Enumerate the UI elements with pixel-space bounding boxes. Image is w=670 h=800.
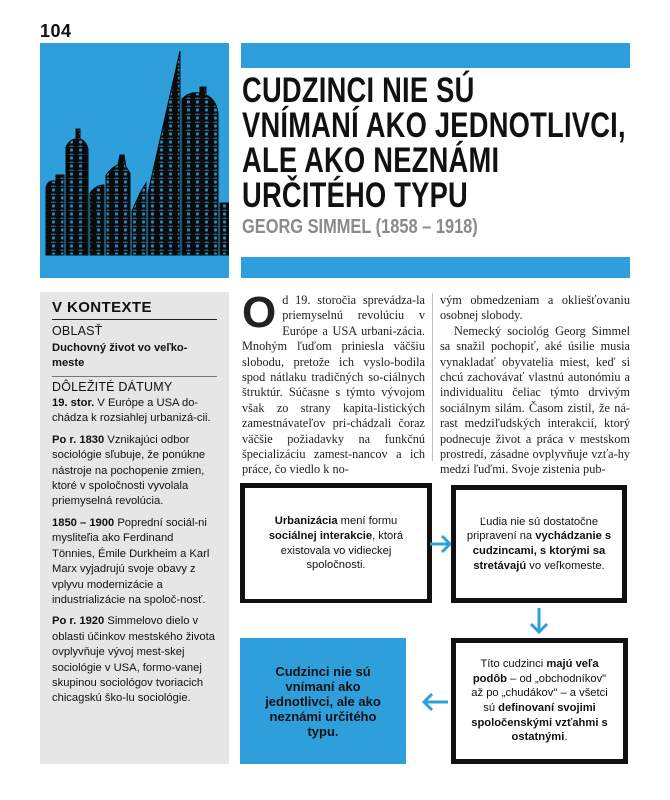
flowchart-box-conclusion — [240, 638, 406, 764]
article-paragraph: d 19. storočia sprevádza-la priemyselnú revolúciu v Európe a USA urbani-zácia. Mnohým ľuďom priniesla väčšiu slobodu, pretože ich vyslo-bodila spod nátlaku tradičných so-ciálnych štruktúr. Súčasne s týmto vývojom však zo strany kapita-listických zamestnávateľov pri-chádzali čoraz väčšie požiadavky na funkčnú špecializáciu zamest-nancov a ich práce, čo viedlo k no- — [242, 293, 425, 477]
date-entry-text: Simmelovo dielo v oblasti účinkov mestského života ovplyvňuje vývoj mest-skej sociológie v USA, formo-vanej skupinou sociológov tvoriacich chicagskú ško-lu sociológie. — [52, 615, 215, 705]
box-text-strong: sociálnej interakcie — [268, 529, 373, 542]
date-entry-date: Po r. 1830 — [52, 433, 105, 446]
drop-cap: O — [242, 288, 277, 337]
box-text: , ktorá existovala vo vidieckej spoločnosti. — [280, 529, 404, 572]
date-entry-text: V Európe a USA do-chádza k rozsiahlej urbanizá-cii. — [52, 397, 211, 425]
flowchart-box-forms — [451, 638, 628, 764]
arrow-down-icon — [529, 606, 549, 636]
date-entry-text: Vznikajúci odbor sociológie sľubuje, že ponúkne nástroje na pochopenie zmien, ktoré v spoločnosti vyvolala priemyselná revolúcia. — [52, 433, 206, 508]
article-paragraph: vým obmedzeniam a okliešťovaniu osobnej slobody. — [440, 293, 630, 323]
date-entry-date: 1850 – 1900 — [52, 516, 115, 529]
article-column-2 — [440, 293, 630, 478]
context-sidebar — [40, 292, 229, 764]
area-value: Duchovný život vo veľko-meste — [52, 341, 188, 370]
title-line: VNÍMANÍ AKO JEDNOTLIVCI, — [242, 106, 626, 145]
date-entry-date: 19. stor. — [52, 397, 95, 410]
box-text-strong: majú veľa podôb — [472, 658, 599, 685]
title-line: URČITÉHO TYPU — [242, 176, 469, 215]
dates-label: DÔLEŽITÉ DÁTUMY — [52, 379, 173, 394]
article-paragraph: Nemecký sociológ Georg Simmel sa snažil pochopiť, aké úsilie musia vynakladať obyvatelia miest, keď si chcú zachovávať vlastnú autonómiu a individualitu čeliac týmto drvivým sociálnym silám. Časom zistil, že ná-rast medziľudských interakcií, ktorý podnecuje život a práca v mestskom prostredí, zásadne ovplyvňuje vzťa-hy medzi ľuďmi. Svoje zistenia pub- — [440, 323, 630, 477]
title-line: ALE AKO NEZNÁMI — [242, 141, 500, 180]
date-entry — [52, 614, 217, 706]
column-divider — [432, 293, 433, 461]
city-skyline-crowd-icon — [40, 43, 229, 278]
box-text: vo veľkomeste. — [526, 559, 605, 572]
arrow-left-icon — [420, 692, 450, 712]
box-text: . — [564, 731, 568, 744]
page-title — [242, 71, 626, 215]
box-text: mení formu — [337, 515, 398, 528]
date-entry-date: Po r. 1920 — [52, 615, 105, 628]
area-label: OBLASŤ — [52, 324, 103, 339]
date-entry — [52, 433, 217, 510]
sidebar-heading: V KONTEXTE — [52, 300, 217, 320]
header-accent-bar — [241, 43, 630, 68]
box-text-strong: vychádzanie s cudzincami, s ktorými sa stretávajú — [472, 530, 612, 572]
box-text-strong: definovaní svojimi spoločenskými vzťahmi s ostatnými — [471, 702, 608, 744]
date-entry — [52, 516, 217, 608]
date-entry-text: Poprední sociál-ni mysliteľia ako Ferdinand Tönnies, Émile Durkheim a Karl Marx vyjadrujú svoje obavy z vplyvu modernizácie a industrializácie na spoloč-nosť. — [52, 516, 210, 606]
article-column-1 — [242, 288, 425, 478]
flowchart-box-strangers — [451, 485, 627, 603]
box-text: Títo cudzinci — [480, 658, 547, 671]
author-line: GEORG SIMMEL (1858 – 1918) — [242, 216, 478, 238]
conclusion-text: Cudzinci nie sú vnímaní ako jednotlivci, ale ako neznámi určitého typu. — [265, 663, 381, 739]
box-text: – od „obchodníkov" až po „chudákov" – a všetci sú — [471, 672, 608, 714]
date-entry — [52, 396, 217, 427]
sidebar-divider — [52, 376, 217, 377]
box-text-strong: Urbanizácia — [274, 515, 338, 528]
title-line: CUDZINCI NIE SÚ — [242, 71, 475, 110]
box-text: Ľudia nie sú dostatočne pripravení na — [466, 515, 599, 543]
footer-accent-bar — [241, 257, 630, 278]
page-number: 104 — [40, 21, 72, 41]
flowchart-box-urbanization — [240, 483, 432, 603]
